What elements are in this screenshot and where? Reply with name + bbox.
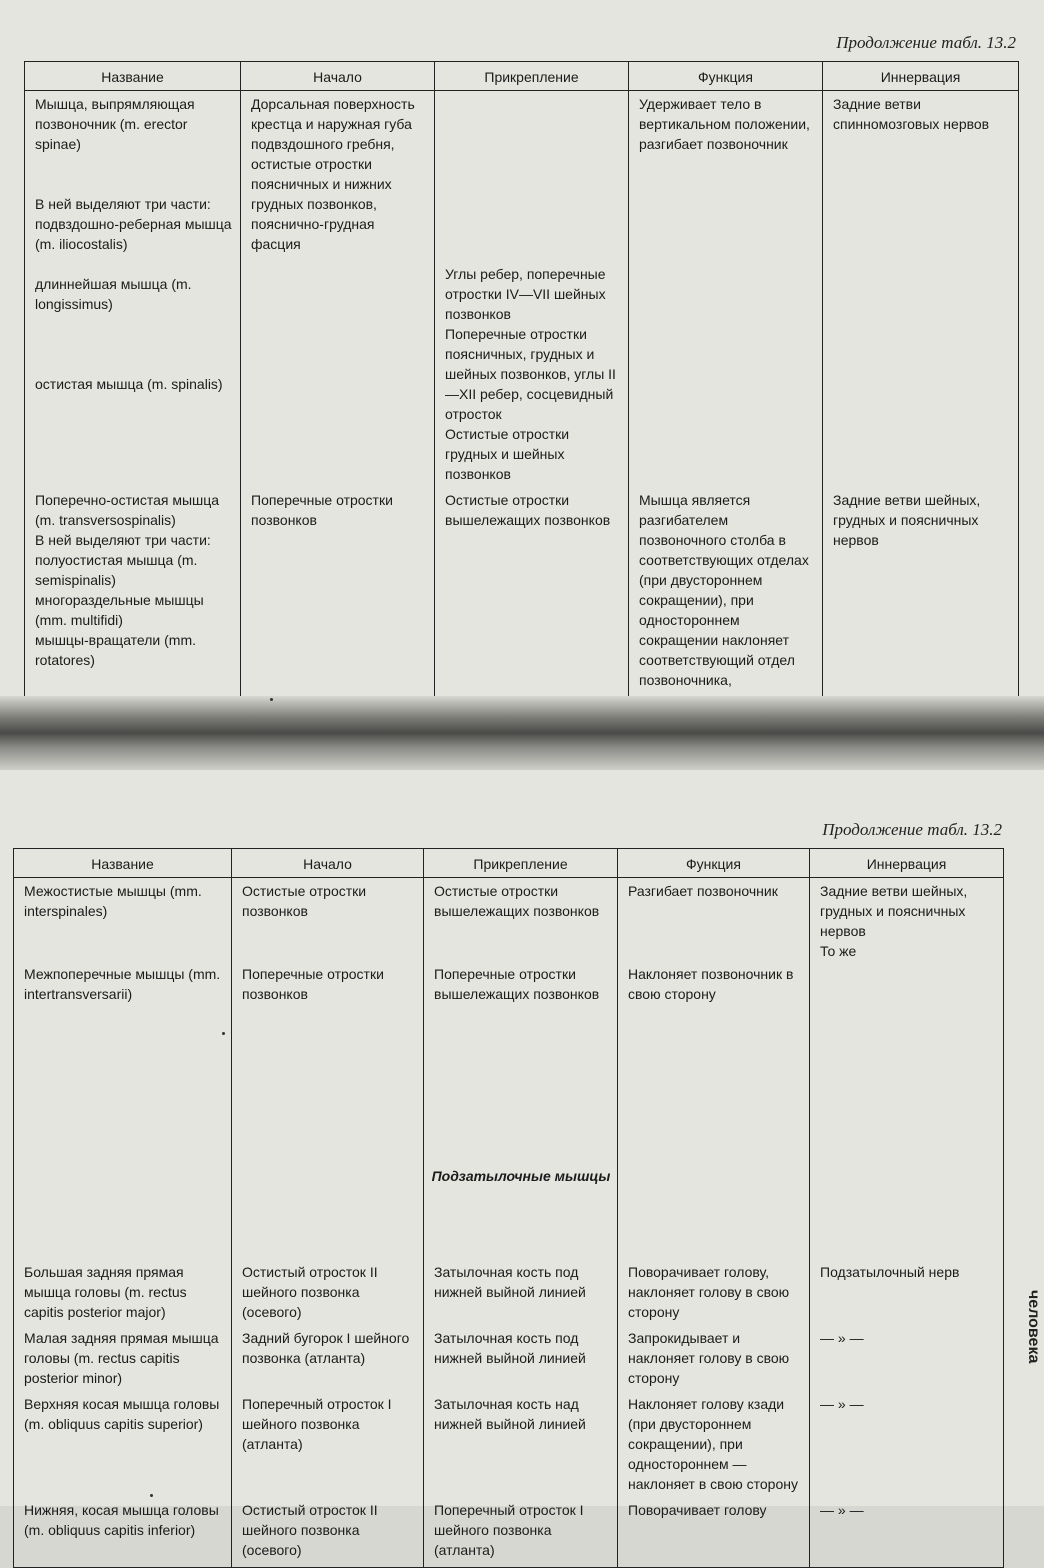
table-row xyxy=(25,487,1019,714)
table-row xyxy=(14,878,1004,962)
muscle-table-bottom xyxy=(13,848,1004,1568)
cell-text: То же xyxy=(820,943,857,959)
cell-empty xyxy=(618,1111,810,1259)
table-row xyxy=(14,1497,1004,1567)
section-title: Подзатылочные мышцы xyxy=(431,1168,611,1184)
cell-text: многораздельные мышцы (mm. multifidi) xyxy=(35,592,204,628)
cell-text: подвздошно-реберная мышца (m. iliocostalis) xyxy=(35,216,232,252)
cell-empty xyxy=(14,1111,232,1259)
cell-function: Запрокидывает и наклоняет голову в свою сторону xyxy=(618,1325,810,1391)
page-edge-running-title: человека xyxy=(1025,1290,1042,1364)
book-gutter-shadow xyxy=(0,696,1044,770)
cell-function xyxy=(629,91,823,488)
table-row xyxy=(14,1259,1004,1325)
table-header-row xyxy=(14,849,1004,878)
cell-text: мышцы-вращатели (mm. rotatores) xyxy=(35,632,196,668)
cell-empty xyxy=(810,1111,1004,1259)
cell-text: длиннейшая мышца (m. longissimus) xyxy=(35,276,192,312)
header-function: Функция xyxy=(618,849,810,878)
cell-name: Большая задняя прямая мышца головы (m. rectus capitis posterior major) xyxy=(14,1259,232,1325)
cell-origin xyxy=(241,91,435,488)
continuation-label-top: Продолжение табл. 13.2 xyxy=(836,33,1016,52)
cell-insertion: Остистые отростки вышележащих позвонков xyxy=(435,487,629,714)
cell-text: В ней выделяют три части: xyxy=(35,196,211,212)
cell-function: Наклоняет голову кзади (при двустороннем сокращении), при одностороннем — наклоняет в свою сторону xyxy=(618,1391,810,1497)
table-row xyxy=(25,91,1019,488)
cell-name: Межпоперечные мышцы (mm. intertransversarii) xyxy=(14,961,232,1111)
cell-empty xyxy=(232,1111,424,1259)
cell-name: Верхняя косая мышца головы (m. obliquus capitis superior) xyxy=(14,1391,232,1497)
cell-text: Задние ветви шейных, грудных и поясничных нервов xyxy=(820,883,968,939)
print-speck xyxy=(222,1032,225,1035)
cell-function: Поворачивает голову, наклоняет голову в свою сторону xyxy=(618,1259,810,1325)
cell-innervation xyxy=(810,878,1004,962)
table-row xyxy=(14,1325,1004,1391)
section-row xyxy=(14,1111,1004,1259)
muscle-table-top xyxy=(24,61,1019,714)
cell-text: В ней выделяют три части: xyxy=(35,532,211,548)
cell-name xyxy=(25,91,241,488)
cell-text: Поперечно-остистая мышца (m. transversospinalis) xyxy=(35,492,220,528)
continuation-label-bottom: Продолжение табл. 13.2 xyxy=(822,820,1002,839)
cell-insertion: Затылочная кость над нижней выйной линией xyxy=(424,1391,618,1497)
cell-innervation xyxy=(823,91,1019,488)
cell-insertion: Затылочная кость под нижней выйной линией xyxy=(424,1325,618,1391)
cell-function: Мышца является разгибателем позвоночного столба в соответствующих отделах (при двустороннем сокращении), при одностороннем сокращении наклоняет соответствующий отдел позвоночника, xyxy=(629,487,823,714)
cell-name xyxy=(25,487,241,714)
cell-text: остистая мышца (m. spinalis) xyxy=(35,376,223,392)
cell-text: Задние ветви спинномозговых нервов xyxy=(833,96,990,132)
cell-origin: Поперечный отросток I шейного позвонка (атланта) xyxy=(232,1391,424,1497)
cell-origin: Задний бугорок I шейного позвонка (атланта) xyxy=(232,1325,424,1391)
table-header-row xyxy=(25,62,1019,91)
cell-name: Нижняя, косая мышца головы (m. obliquus capitis inferior) xyxy=(14,1497,232,1567)
cell-insertion: Затылочная кость под нижней выйной линией xyxy=(424,1259,618,1325)
header-innervation: Иннервация xyxy=(823,62,1019,91)
cell-innervation: — » — xyxy=(810,1325,1004,1391)
cell-name: Межостистые мышцы (mm. interspinales) xyxy=(14,878,232,962)
cell-text: Удерживает тело в вертикальном положении, разгибает позвоночник xyxy=(639,96,810,152)
table-row xyxy=(14,1391,1004,1497)
top-page xyxy=(0,0,1044,700)
cell-origin: Остистые отростки позвонков xyxy=(232,878,424,962)
cell-text: полуостистая мышца (m. semispinalis) xyxy=(35,552,198,588)
cell-section xyxy=(424,1111,618,1259)
cell-innervation: — » — xyxy=(810,1391,1004,1497)
cell-function: Наклоняет позвоночник в свою сторону xyxy=(618,961,810,1111)
print-speck xyxy=(270,698,273,701)
header-name: Название xyxy=(25,62,241,91)
cell-insertion: Поперечные отростки вышележащих позвонков xyxy=(424,961,618,1111)
header-name: Название xyxy=(14,849,232,878)
print-speck xyxy=(150,1494,153,1497)
cell-innervation: — » — xyxy=(810,1497,1004,1567)
cell-origin: Поперечные отростки позвонков xyxy=(241,487,435,714)
header-insertion: Прикрепление xyxy=(424,849,618,878)
cell-function: Разгибает позвоночник xyxy=(618,878,810,962)
header-innervation: Иннервация xyxy=(810,849,1004,878)
cell-text: Дорсальная поверхность крестца и наружная губа подвздошного гребня, остистые отростки поясничных и нижних грудных позвонков, пояснично-грудная фасция xyxy=(251,96,415,252)
cell-origin: Поперечные отростки позвонков xyxy=(232,961,424,1111)
cell-text: Поперечные отростки поясничных, грудных и шейных позвонков, углы II—XII ребер, сосцевидный отросток xyxy=(445,326,616,422)
table-row xyxy=(14,961,1004,1111)
header-origin: Начало xyxy=(232,849,424,878)
cell-origin: Остистый отросток II шейного позвонка (осевого) xyxy=(232,1497,424,1567)
cell-innervation: Подзатылочный нерв xyxy=(810,1259,1004,1325)
cell-name: Малая задняя прямая мышца головы (m. rectus capitis posterior minor) xyxy=(14,1325,232,1391)
header-origin: Начало xyxy=(241,62,435,91)
cell-origin: Остистый отросток II шейного позвонка (осевого) xyxy=(232,1259,424,1325)
header-function: Функция xyxy=(629,62,823,91)
cell-text: Мышца, выпрямляющая позвоночник (m. erector spinae) xyxy=(35,96,195,152)
cell-insertion xyxy=(435,91,629,488)
cell-text: Остистые отростки грудных и шейных позвонков xyxy=(445,426,570,482)
header-insertion: Прикрепление xyxy=(435,62,629,91)
cell-insertion: Остистые отростки вышележащих позвонков xyxy=(424,878,618,962)
cell-innervation xyxy=(810,961,1004,1111)
cell-function: Поворачивает голову xyxy=(618,1497,810,1567)
cell-text: Углы ребер, поперечные отростки IV—VII шейных позвонков xyxy=(445,266,606,322)
cell-innervation: Задние ветви шейных, грудных и поясничных нервов xyxy=(823,487,1019,714)
cell-insertion: Поперечный отросток I шейного позвонка (атланта) xyxy=(424,1497,618,1567)
